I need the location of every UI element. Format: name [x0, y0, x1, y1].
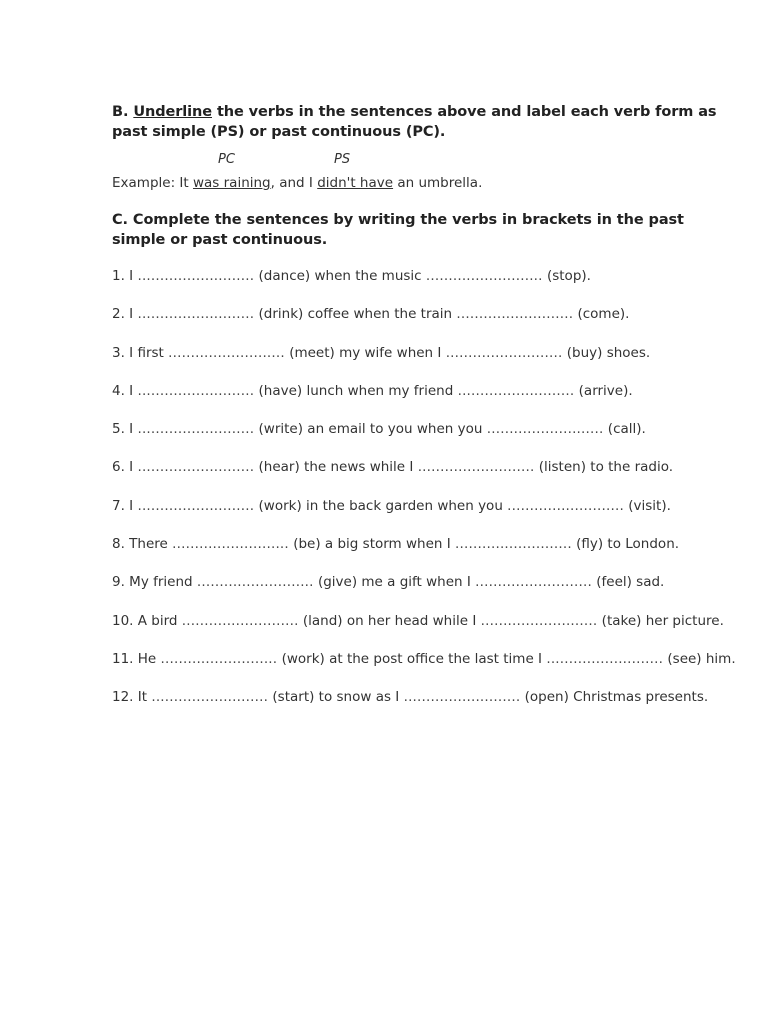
answer-blank[interactable]: .......................... — [137, 421, 255, 438]
answer-blank[interactable]: .......................... — [457, 382, 575, 399]
item-start: 5. I — [112, 421, 138, 438]
item-end: (visit). — [623, 497, 671, 514]
item-end: (come). — [573, 306, 630, 323]
answer-blank[interactable]: .......................... — [137, 268, 255, 284]
exercise-item — [112, 573, 742, 591]
exercise-item — [112, 382, 742, 400]
item-start: 11. He — [112, 650, 161, 667]
answer-blank[interactable]: .......................... — [480, 612, 598, 629]
answer-blank[interactable]: .......................... — [475, 574, 592, 591]
item-end: (arrive). — [574, 382, 633, 399]
underline-word: Underline — [133, 104, 212, 120]
ps-label: PS — [334, 152, 351, 167]
example-verb-past-continuous: was raining — [192, 175, 271, 191]
answer-blank[interactable]: .......................... — [486, 421, 604, 438]
example-suffix: an umbrella. — [393, 175, 483, 191]
item-start: 10. A bird — [112, 612, 182, 629]
section-b-instruction: the verbs in the sentences above and label each verb form as past simple (PS) or past continuous (PC). — [112, 104, 717, 140]
item-middle: (work) at the post office the last time I — [277, 650, 547, 667]
item-middle: (be) a big storm when I — [288, 536, 456, 553]
item-end: (stop). — [542, 268, 591, 284]
answer-blank[interactable]: .......................... — [196, 574, 314, 591]
item-end: (take) her picture. — [597, 612, 724, 629]
item-middle: (dance) when the music — [254, 268, 426, 284]
item-end: (fly) to London. — [571, 536, 680, 553]
section-b-letter: B. — [112, 104, 129, 120]
item-end: (call). — [603, 421, 646, 438]
item-middle: (meet) my wife when I — [284, 344, 446, 361]
answer-blank[interactable]: .......................... — [137, 382, 255, 399]
item-end: (see) him. — [663, 650, 736, 667]
answer-blank[interactable]: .......................... — [425, 268, 543, 284]
item-start: 3. I first — [112, 344, 169, 361]
example-verb-past-simple: didn't have — [317, 175, 394, 191]
exercise-item — [112, 458, 742, 476]
item-start: 7. I — [112, 497, 138, 514]
item-middle: (start) to snow as I — [268, 689, 404, 706]
answer-blank[interactable]: .......................... — [172, 536, 289, 553]
exercise-list — [112, 267, 742, 706]
example-prefix: Example: It — [112, 175, 193, 191]
exercise-item — [112, 535, 742, 553]
answer-blank[interactable]: .......................... — [445, 344, 563, 361]
item-end: (buy) shoes. — [562, 344, 651, 361]
item-middle: (work) in the back garden when you — [254, 497, 508, 514]
exercise-item — [112, 420, 742, 438]
item-end: (listen) to the radio. — [534, 459, 674, 476]
answer-blank[interactable]: .......................... — [160, 650, 278, 667]
worksheet-content — [112, 102, 742, 727]
exercise-item — [112, 344, 742, 362]
answer-blank[interactable]: .......................... — [168, 344, 285, 361]
pc-label: PC — [218, 152, 235, 167]
exercise-item — [112, 305, 742, 323]
answer-blank[interactable]: .......................... — [181, 612, 299, 629]
example-labels — [112, 152, 742, 170]
answer-blank[interactable]: .......................... — [455, 536, 572, 553]
example-middle: , and I — [270, 175, 318, 191]
item-end: (feel) sad. — [591, 574, 665, 591]
item-start: 4. I — [112, 382, 138, 399]
exercise-item — [112, 267, 742, 285]
item-end: (open) Christmas presents. — [520, 689, 709, 706]
item-middle: (hear) the news while I — [254, 459, 418, 476]
section-c-heading: C. Complete the sentences by writing the verbs in brackets in the past simple or past continuous. — [112, 212, 684, 248]
exercise-item — [112, 650, 742, 668]
answer-blank[interactable]: .......................... — [417, 459, 535, 476]
answer-blank[interactable]: .......................... — [403, 689, 521, 706]
item-start: 2. I — [112, 306, 138, 323]
answer-blank[interactable]: .......................... — [546, 650, 664, 667]
item-middle: (give) me a gift when I — [313, 574, 476, 591]
item-start: 6. I — [112, 459, 138, 476]
item-middle: (land) on her head while I — [298, 612, 481, 629]
item-middle: (have) lunch when my friend — [254, 382, 458, 399]
answer-blank[interactable]: .......................... — [137, 459, 255, 476]
item-start: 8. There — [112, 536, 173, 553]
answer-blank[interactable]: .......................... — [137, 306, 255, 323]
item-middle: (drink) coffee when the train — [254, 306, 457, 323]
answer-blank[interactable]: .......................... — [151, 689, 269, 706]
item-start: 12. It — [112, 689, 152, 706]
answer-blank[interactable]: .......................... — [137, 497, 255, 514]
exercise-item — [112, 688, 742, 706]
answer-blank[interactable]: .......................... — [456, 306, 574, 323]
item-start: 1. I — [112, 268, 138, 284]
answer-blank[interactable]: .......................... — [507, 497, 624, 514]
item-middle: (write) an email to you when you — [254, 421, 487, 438]
example-sentence — [112, 174, 742, 192]
exercise-item — [112, 612, 742, 630]
section-b-heading — [112, 102, 742, 142]
item-start: 9. My friend — [112, 574, 197, 591]
exercise-item — [112, 497, 742, 515]
